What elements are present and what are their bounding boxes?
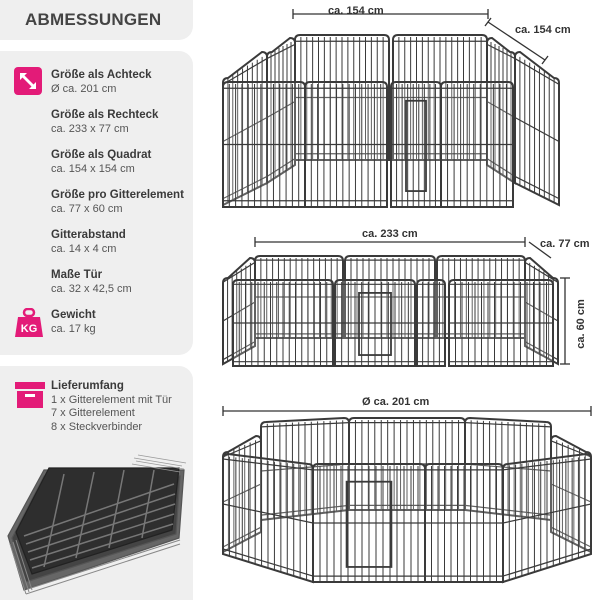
spec-grid-spacing: Gitterabstand ca. 14 x 4 cm (51, 229, 126, 255)
page-title: ABMESSUNGEN (25, 10, 162, 29)
delivery-box-icon (14, 380, 46, 410)
spec-octagon: Größe als Achteck Ø ca. 201 cm (51, 69, 152, 95)
dim-rect-width: ca. 233 cm (362, 228, 418, 240)
spec-door-size: Maße Tür ca. 32 x 42,5 cm (51, 269, 132, 295)
title-panel (0, 0, 193, 40)
spec-square: Größe als Quadrat ca. 154 x 154 cm (51, 149, 152, 175)
spec-weight: Gewicht ca. 17 kg (51, 309, 96, 335)
scope-line: 8 x Steckverbinder (51, 420, 143, 433)
scope-line: 1 x Gitterelement mit Tür (51, 393, 172, 406)
stacked-panels-image (4, 452, 194, 598)
dim-square-depth: ca. 154 cm (515, 24, 571, 36)
scope-label: Lieferumfang (51, 380, 124, 392)
resize-arrows-icon (14, 67, 42, 95)
weight-kg-icon (14, 308, 44, 338)
rectangle-pen-image (213, 228, 600, 378)
dim-rect-height: ca. 60 cm (575, 299, 587, 349)
spec-rectangle: Größe als Rechteck ca. 233 x 77 cm (51, 109, 159, 135)
svg-text:KG: KG (20, 323, 38, 335)
spec-grid-element: Größe pro Gitterelement ca. 77 x 60 cm (51, 189, 184, 215)
octagon-pen-image (213, 392, 600, 600)
dim-rect-depth: ca. 77 cm (540, 238, 590, 250)
dim-octagon-diameter: Ø ca. 201 cm (362, 396, 430, 408)
scope-line: 7 x Gitterelement (51, 407, 135, 419)
scope-list (51, 380, 172, 434)
dim-square-width: ca. 154 cm (328, 5, 384, 17)
